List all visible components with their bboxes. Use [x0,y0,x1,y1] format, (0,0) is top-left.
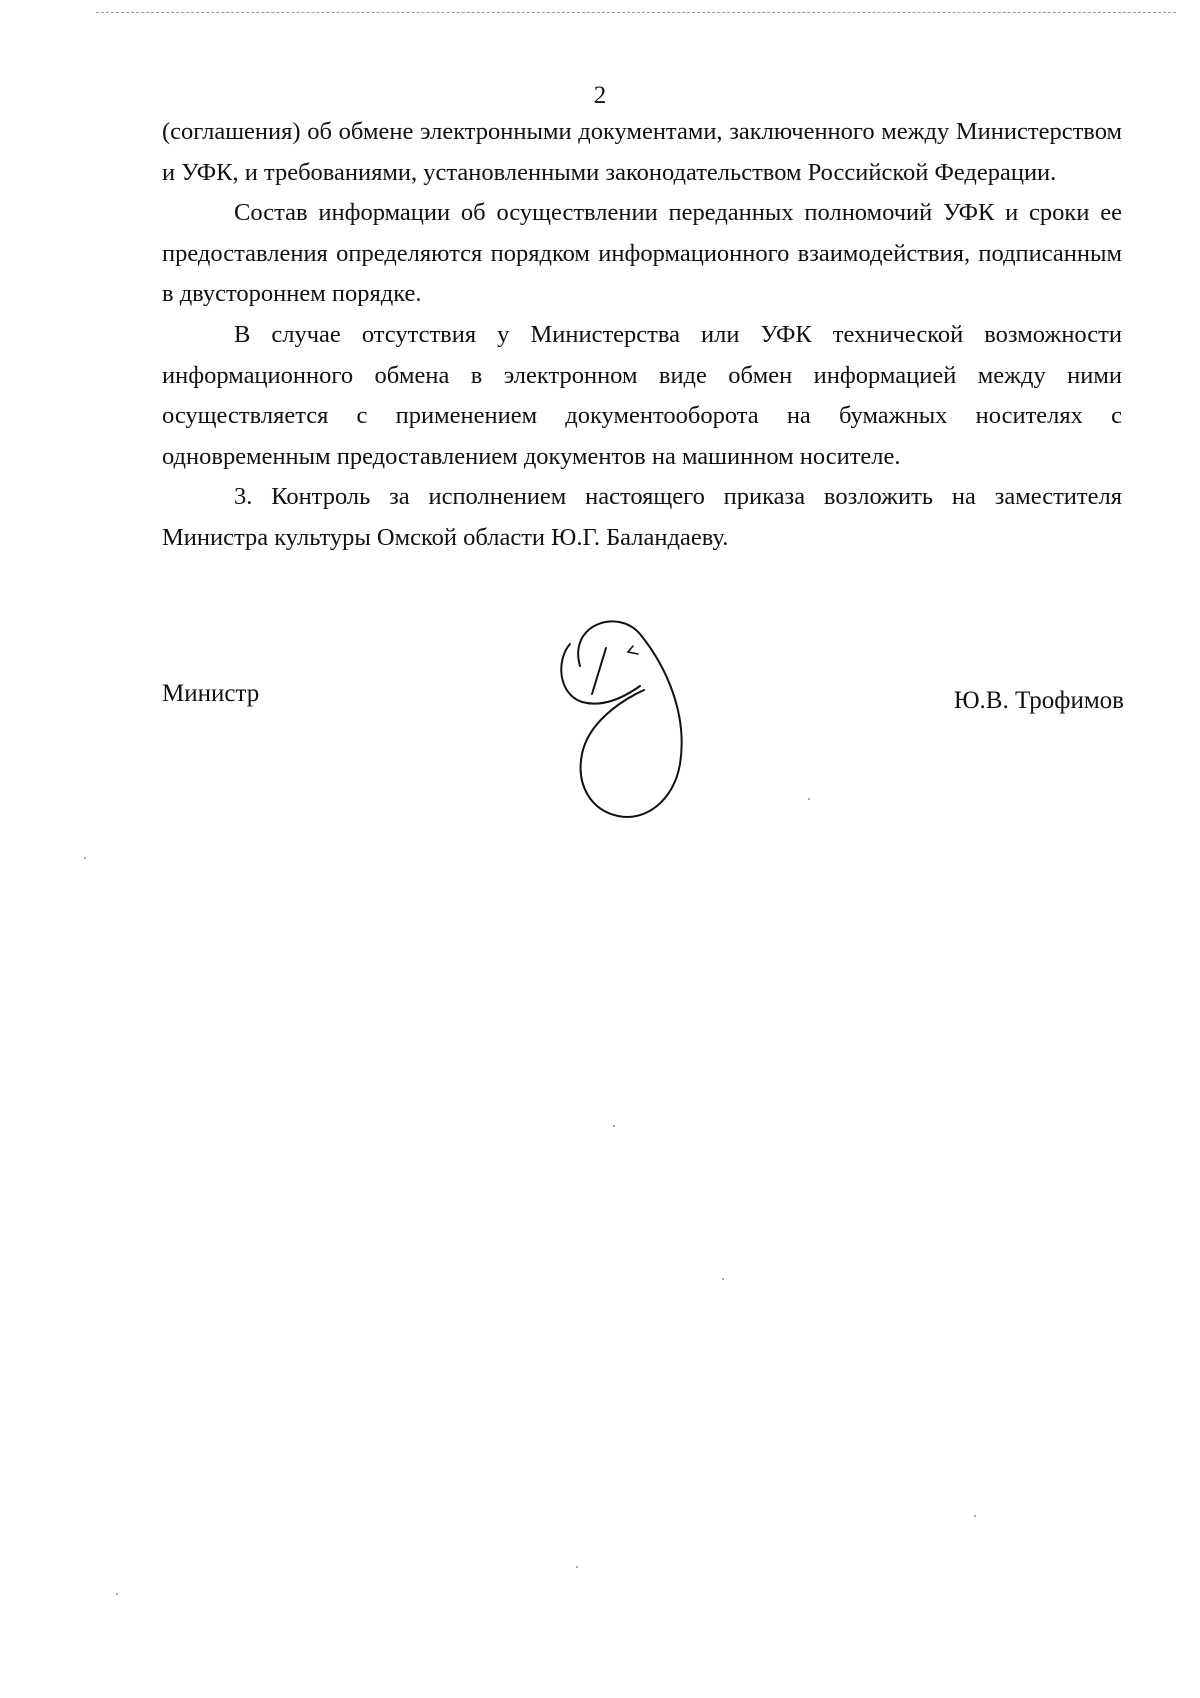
signatory-title: Министр [162,680,260,707]
scan-speck [116,1593,118,1595]
scan-edge-line [96,12,1176,13]
paragraph-paper-exchange: В случае отсутствия у Министерства или УФК технической возможности информационного обмена в электронном виде обмен информацией между ними осуществляется с применением документооборота на бумажных носителях с одновременным предоставлением документов на машинном носителе. [162,320,1122,470]
handwritten-signature [548,604,708,824]
paragraph-information-composition: Состав информации об осуществлении переданных полномочий УФК и сроки ее предоставления определяются порядком информационного взаимодействия, подписанным в двустороннем порядке. [162,199,1122,308]
signatory-name: Ю.В. Трофимов [953,687,1124,714]
signature-slash [592,648,606,694]
scan-speck [974,1515,976,1517]
paragraph-control-clause: 3. Контроль за исполнением настоящего приказа возложить на заместителя Министра культуры Омской области Ю.Г. Баландаеву. [162,483,1122,551]
scan-speck [613,1125,615,1127]
document-body [162,112,1122,559]
paragraph-continuation: (соглашения) об обмене электронными документами, заключенного между Министерством и УФК, и требованиями, установленными законодательством Российской Федерации. [162,118,1122,186]
signature-inner-curve [561,644,640,704]
page-number: 2 [593,82,607,109]
scan-speck [808,798,810,800]
signature-tick [628,646,638,654]
scan-speck [722,1278,724,1280]
scan-speck [84,857,86,859]
scan-speck [576,1566,578,1568]
